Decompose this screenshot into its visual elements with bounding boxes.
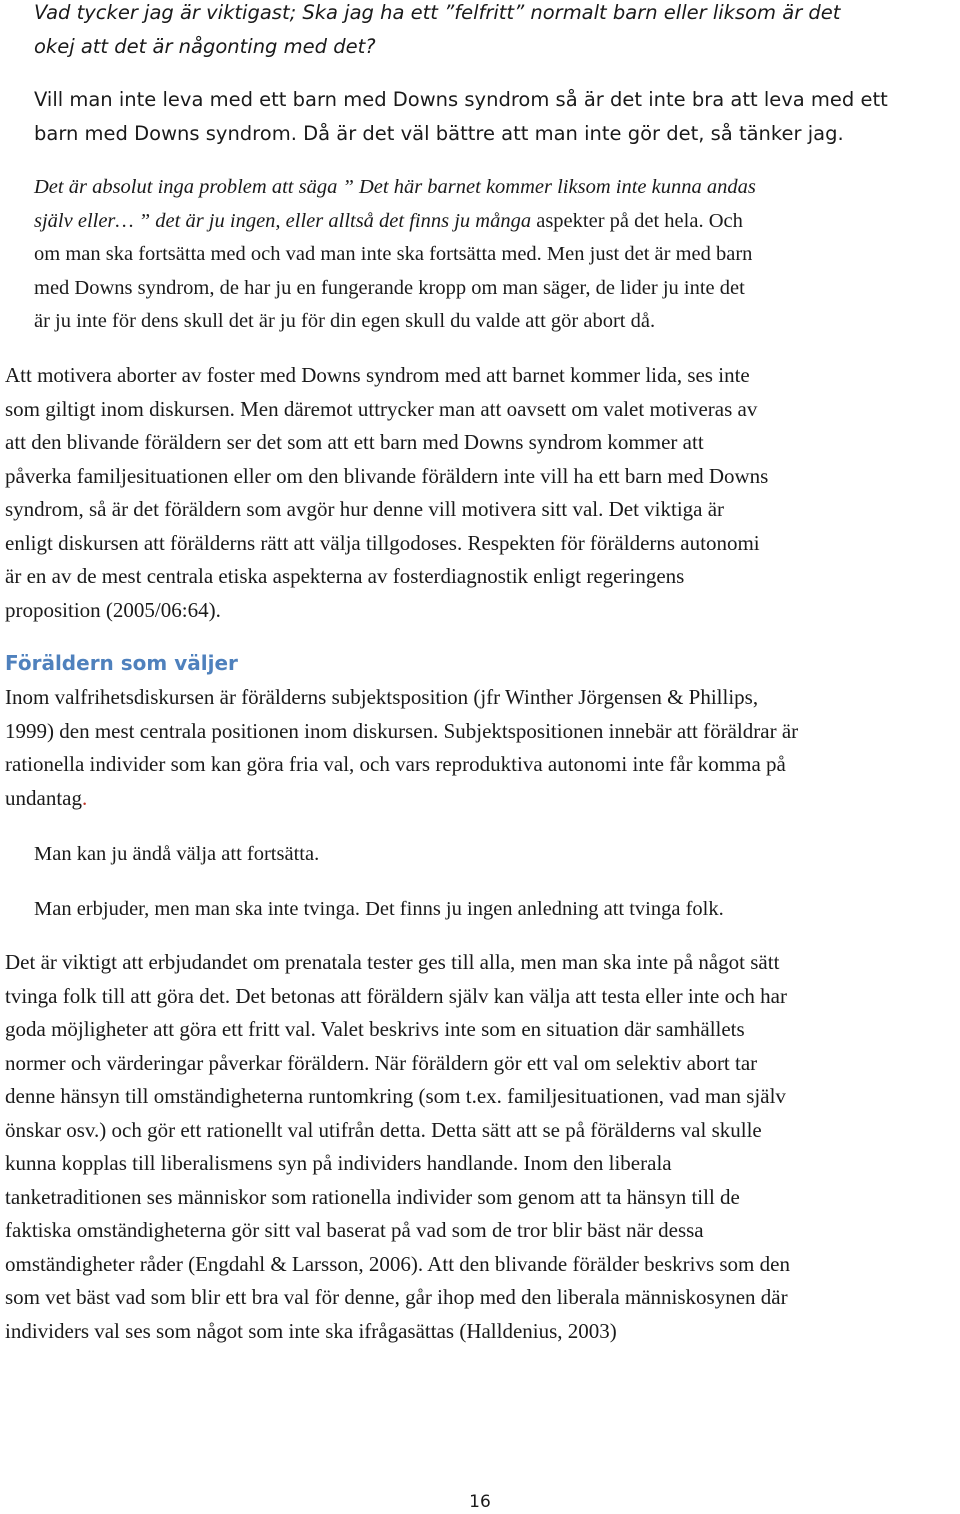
red-period-mark: . bbox=[81, 785, 88, 810]
paragraph-line: proposition (2005/06:64). bbox=[5, 597, 221, 622]
paragraph-2 bbox=[5, 681, 955, 815]
quote-2 bbox=[34, 83, 934, 150]
page-number: 16 bbox=[469, 1492, 491, 1512]
paragraph-line: är en av de mest centrala etiska aspekterna av fosterdiagnostik enligt regeringens bbox=[5, 564, 685, 588]
quote-1 bbox=[34, 0, 934, 63]
paragraph-3 bbox=[5, 946, 955, 1348]
paragraph-line: kunna kopplas till liberalismens syn på individers handlande. Inom den liberala bbox=[5, 1151, 672, 1175]
quote-4 bbox=[34, 838, 934, 872]
quote-5 bbox=[34, 893, 934, 927]
quote-3-line: med Downs syndrom, de har ju en fungerande kropp om man säger, de lider ju inte det bbox=[34, 276, 745, 299]
paragraph-line: att den blivande föräldern ser det som att ett barn med Downs syndrom kommer att bbox=[5, 430, 704, 454]
paragraph-line: påverka familjesituationen eller om den blivande föräldern inte vill ha ett barn med Downs bbox=[5, 463, 769, 488]
paragraph-line: önskar osv.) och gör ett rationellt val utifrån detta. Detta sätt att se på förälderns val skulle bbox=[5, 1117, 762, 1142]
section-heading: Föräldern som väljer bbox=[5, 651, 238, 675]
paragraph-line: enligt diskursen att förälderns rätt att välja tillgodoses. Respekten för förälderns autonomi bbox=[5, 530, 760, 555]
quote-3-italic: själv eller… ” det är ju ingen, eller alltså det finns ju många bbox=[34, 209, 532, 232]
paragraph-1 bbox=[5, 359, 955, 627]
quote-2-line: barn med Downs syndrom. Då är det väl bättre att man inte gör det, så tänker jag. bbox=[34, 121, 844, 145]
paragraph-line: tanketraditionen ses människor som rationella individer som genom att ta hänsyn till de bbox=[5, 1184, 740, 1209]
quote-3-italic: Det är absolut inga problem att säga ” Det här barnet kommer liksom inte kunna andas bbox=[34, 176, 756, 198]
paragraph-line: Det är viktigt att erbjudandet om prenatala tester ges till alla, men man ska inte på något sätt bbox=[5, 950, 780, 974]
quote-1-line: Vad tycker jag är viktigast; Ska jag ha ett ”felfritt” normalt barn eller liksom är det bbox=[34, 1, 841, 24]
paragraph-line: undantag bbox=[5, 785, 82, 810]
paragraph-line: rationella individer som kan göra fria val, och vars reproduktiva autonomi inte får komma på bbox=[5, 752, 786, 776]
paragraph-line: 1999) den mest centrala positionen inom diskursen. Subjektspositionen innebär att föräldrar är bbox=[5, 718, 799, 743]
quote-2-line: Vill man inte leva med ett barn med Downs syndrom så är det inte bra att leva med ett bbox=[34, 88, 888, 111]
paragraph-line: normer och värderingar påverkar föräldern. När föräldern gör ett val om selektiv abort tar bbox=[5, 1050, 758, 1075]
paragraph-line: goda möjligheter att göra ett fritt val. Valet beskrivs inte som en situation där samhällets bbox=[5, 1017, 745, 1041]
quote-3-text: aspekter på det hela. Och bbox=[531, 209, 743, 232]
quote-5-line: Man erbjuder, men man ska inte tvinga. Det finns ju ingen anledning att tvinga folk. bbox=[34, 898, 724, 920]
paragraph-line: individers val ses som något som inte ska ifrågasättas (Halldenius, 2003) bbox=[5, 1318, 617, 1343]
paragraph-line: tvinga folk till att göra det. Det betonas att föräldern själv kan välja att testa eller inte och har bbox=[5, 983, 787, 1008]
paragraph-line: syndrom, så är det föräldern som avgör hur denne vill motivera sitt val. Det viktiga är bbox=[5, 497, 725, 521]
paragraph-line: Inom valfrihetsdiskursen är förälderns subjektsposition (jfr Winther Jörgensen & Phillips, bbox=[5, 685, 759, 709]
quote-3-line: om man ska fortsätta med och vad man inte ska fortsätta med. Men just det är med barn bbox=[34, 243, 753, 265]
quote-3-line: är ju inte för dens skull det är ju för din egen skull du valde att gör abort då. bbox=[34, 310, 656, 332]
paragraph-line: Att motivera aborter av foster med Downs syndrom med att barnet kommer lida, ses inte bbox=[5, 363, 750, 387]
quote-4-line: Man kan ju ändå välja att fortsätta. bbox=[34, 843, 320, 865]
paragraph-line: faktiska omständigheterna gör sitt val baserat på vad som de tror blir bäst när dessa bbox=[5, 1218, 704, 1242]
paragraph-line: som vet bäst vad som blir ett bra val för denne, går ihop med den liberala människosynen där bbox=[5, 1285, 788, 1309]
paragraph-line: omständigheter råder (Engdahl & Larsson, 2006). Att den blivande förälder beskrivs som den bbox=[5, 1251, 790, 1276]
quote-3 bbox=[34, 171, 934, 339]
paragraph-line: denne hänsyn till omständigheterna runtomkring (som t.ex. familjesituationen, vad man själv bbox=[5, 1084, 786, 1108]
paragraph-line: som giltigt inom diskursen. Men däremot uttrycker man att oavsett om valet motiveras av bbox=[5, 396, 758, 421]
quote-1-line: okej att det är någonting med det? bbox=[34, 34, 376, 58]
